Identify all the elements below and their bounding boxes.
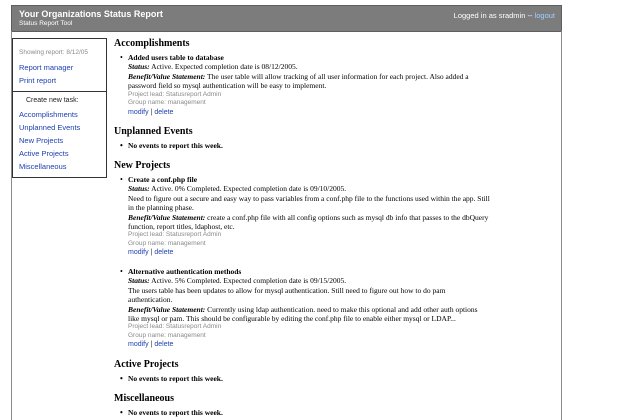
project-lead: Project lead: Statusreport Admin [128, 323, 222, 331]
new-projects-heading: New Projects [114, 160, 171, 171]
active-projects-heading: Active Projects [114, 359, 179, 370]
create-accomplishments-link[interactable]: Accomplishments [19, 110, 78, 119]
modify-link[interactable]: modify [128, 108, 149, 116]
status-label: Status: [128, 276, 150, 286]
app-title: Your Organizations Status Report [19, 9, 163, 19]
item-actions [128, 248, 548, 258]
project-lead: Project lead: Statusreport Admin [128, 231, 222, 239]
sidebar [12, 38, 107, 178]
create-unplanned-events-link[interactable]: Unplanned Events [19, 123, 81, 132]
benefit-text-cont: password field so mysql authentication will be easy to implement. [128, 81, 327, 91]
benefit-label: Benefit/Value Statement: [128, 212, 206, 222]
description-text: Need to figure out a secure and easy way to pass variables from a conf.php file to the functions used within the app. Still [128, 193, 490, 203]
header-bar [11, 5, 562, 32]
app-subtitle: Status Report Tool [19, 20, 73, 27]
active-empty-message: • No events to report this week. [120, 374, 223, 383]
benefit-text: The user table will allow tracking of all user information for each project. Also added a [207, 71, 469, 81]
status-text: Active. 0% Completed. Expected completion date is 09/10/2005. [151, 184, 347, 194]
report-manager-link[interactable]: Report manager [19, 63, 74, 72]
status-label: Status: [128, 184, 150, 194]
new-project-item [120, 267, 548, 350]
description-text-cont: in the planning phase. [128, 203, 194, 213]
bullet: • [120, 267, 123, 276]
benefit-text-cont: function, report titles, ldaphost, etc. [128, 222, 235, 232]
status-text: Active. Expected completion date is 08/12/2005. [151, 62, 298, 72]
action-separator: | [150, 249, 153, 257]
status-label: Status: [128, 62, 150, 72]
logout-link[interactable]: logout [534, 11, 555, 20]
group-name: Group name: management [128, 239, 206, 247]
accomplishment-item [120, 53, 548, 118]
misc-empty-message: • No events to report this week. [120, 408, 223, 417]
description-text: The users table has been updates to allow for mysql authentication. Still need to figure out how to do pam [128, 285, 446, 295]
print-report-link[interactable]: Print report [19, 76, 57, 85]
benefit-text: create a conf.php file with all config options such as mysql db info that passes to the dbQuery [207, 212, 489, 222]
new-project-item [120, 175, 548, 258]
action-separator: | [150, 108, 153, 116]
modify-link[interactable]: modify [128, 341, 149, 349]
delete-link[interactable]: delete [154, 341, 174, 349]
bullet: • [120, 141, 123, 150]
benefit-text: Currently using ldap authentication. need to make this optional and add other auth options [207, 304, 478, 314]
description-text-cont: authentication. [128, 295, 173, 305]
create-active-projects-link[interactable]: Active Projects [19, 149, 69, 158]
item-actions [128, 340, 548, 350]
project-lead: Project lead: Statusreport Admin [128, 90, 222, 98]
modify-link[interactable]: modify [128, 249, 149, 257]
benefit-label: Benefit/Value Statement: [128, 304, 206, 314]
group-name: Group name: management [128, 331, 206, 339]
status-text: Active. 5% Completed. Expected completion date is 09/15/2005. [151, 276, 347, 286]
action-separator: | [150, 341, 153, 349]
benefit-text-cont: like mysql or pam. This should be configurable by editing the conf.php file to enable either mysql or LDAP... [128, 314, 456, 324]
accomplishments-heading: Accomplishments [114, 38, 190, 49]
bullet: • [120, 408, 123, 417]
create-miscellaneous-link[interactable]: Miscellaneous [19, 162, 67, 171]
benefit-label: Benefit/Value Statement: [128, 71, 206, 81]
item-title: Added users table to database [128, 53, 224, 62]
create-new-projects-link[interactable]: New Projects [19, 136, 64, 145]
group-name: Group name: management [128, 99, 206, 107]
item-title: Create a conf.php file [128, 175, 198, 184]
bullet: • [120, 374, 123, 383]
bullet: • [120, 53, 123, 62]
unplanned-events-heading: Unplanned Events [114, 126, 193, 137]
delete-link[interactable]: delete [154, 108, 174, 116]
miscellaneous-heading: Miscellaneous [114, 393, 174, 404]
login-status [454, 11, 555, 20]
item-title: Alternative authentication methods [128, 267, 242, 276]
showing-report-date: Showing report: 8/12/05 [19, 49, 89, 56]
bullet: • [120, 175, 123, 184]
create-task-label: Create new task: [26, 97, 79, 104]
logged-in-text: Logged in as sradmin -- [453, 11, 533, 20]
unplanned-empty-message: • No events to report this week. [120, 141, 223, 150]
delete-link[interactable]: delete [154, 249, 174, 257]
item-actions [128, 108, 548, 118]
sidebar-report-box [13, 39, 106, 92]
